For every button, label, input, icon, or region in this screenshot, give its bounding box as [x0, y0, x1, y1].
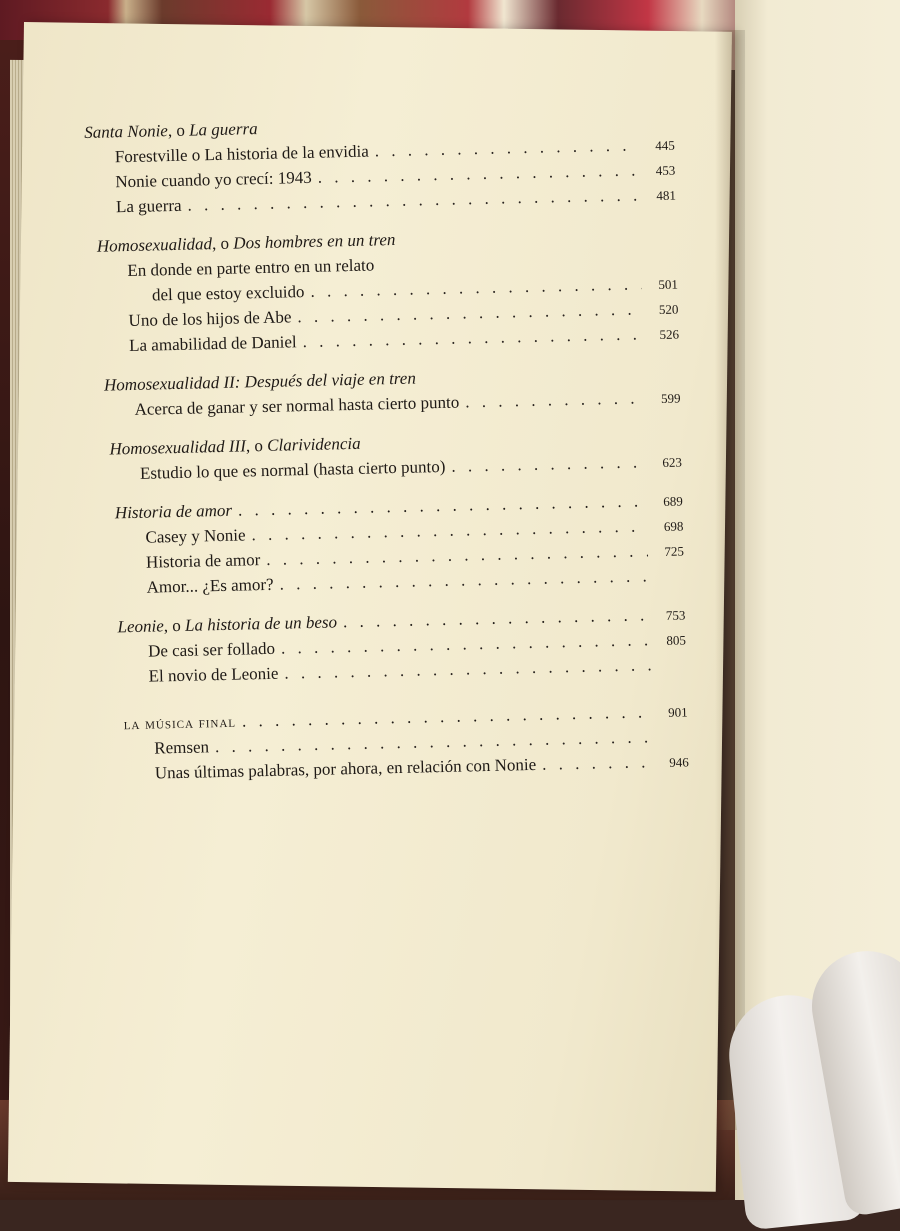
section-title: Historia de amor — [114, 500, 233, 523]
entry-label: Forestville o La historia de la envidia — [114, 141, 369, 167]
entry-page — [647, 264, 677, 265]
toc-section-homosexualidad — [87, 221, 680, 359]
table-of-contents — [84, 107, 689, 801]
entry-label: Remsen — [154, 737, 210, 758]
entry-label: La amabilidad de Daniel — [128, 332, 297, 356]
entry-page — [658, 741, 688, 742]
entry-page: 501 — [658, 276, 679, 293]
title-part: Dos hombres en un tren — [233, 229, 396, 253]
entry-page: 805 — [666, 632, 687, 648]
entry-page — [657, 669, 687, 670]
title-part: La guerra — [188, 119, 258, 140]
entry-label: Nonie cuando yo crecí: 1943 — [115, 167, 312, 192]
entry-page: 901 — [667, 704, 688, 720]
toc-section-santa-nonie — [84, 107, 676, 220]
entry-label: La guerra — [115, 195, 182, 217]
entry-page: 481 — [656, 187, 677, 204]
toc-section-homosexualidad-iii — [91, 424, 682, 487]
title-part: Santa Nonie — [84, 121, 169, 142]
toc-section-leonie — [95, 601, 687, 689]
title-part: Leonie — [117, 616, 164, 637]
entry-label: De casi ser follado — [147, 638, 276, 661]
entry-label: Acerca de ganar y ser normal hasta cierto punto — [134, 392, 460, 419]
title-connector: , o — [167, 120, 190, 141]
entry-page: 445 — [655, 137, 675, 154]
entry-page: 698 — [663, 518, 684, 534]
leader-dots — [542, 749, 653, 777]
entry-page: 526 — [659, 326, 680, 342]
entry-page: 453 — [655, 162, 676, 179]
entry-page: 946 — [669, 754, 689, 770]
title-connector: , o — [163, 615, 186, 636]
leader-dots — [465, 385, 645, 414]
title-connector: , o — [211, 233, 234, 254]
entry-label: Estudio lo que es normal (hasta cierto punto) — [139, 456, 446, 483]
entry-page: 599 — [660, 390, 681, 406]
title-part: La historia de un beso — [184, 612, 338, 635]
entry-page: 623 — [662, 454, 683, 470]
title-part: Clarividencia — [266, 433, 361, 455]
entry-label: El novio de Leonie — [148, 663, 279, 686]
entry-page: 725 — [664, 543, 685, 559]
entry-page: 689 — [663, 493, 683, 509]
entry-label: Unas últimas palabras, por ahora, en relación con Nonie — [154, 754, 537, 783]
title-part: Homosexualidad — [96, 234, 213, 256]
entry-label: Historia de amor — [145, 550, 261, 572]
hand — [715, 955, 900, 1200]
section-title: la música final — [123, 714, 237, 734]
leader-dots — [451, 449, 646, 478]
entry-label: del que estoy excluido — [151, 282, 305, 305]
entry-page — [655, 580, 685, 581]
entry-label: Amor... ¿Es amor? — [146, 574, 274, 597]
entry-page: 753 — [665, 607, 686, 623]
toc-section-historia-de-amor — [93, 488, 685, 601]
toc-section-homosexualidad-ii — [90, 360, 681, 423]
entry-label: En donde en parte entro en un relato — [127, 255, 375, 281]
section-title: Homosexualidad II: Después del viaje en tren — [103, 368, 417, 395]
toc-section-la-musica-final — [97, 698, 689, 786]
entry-label: Uno de los hijos de Abe — [128, 307, 292, 331]
title-connector: , o — [245, 435, 268, 456]
title-part: Homosexualidad III — [109, 436, 247, 459]
entry-label: Casey y Nonie — [145, 525, 246, 547]
entry-page: 520 — [658, 301, 679, 318]
